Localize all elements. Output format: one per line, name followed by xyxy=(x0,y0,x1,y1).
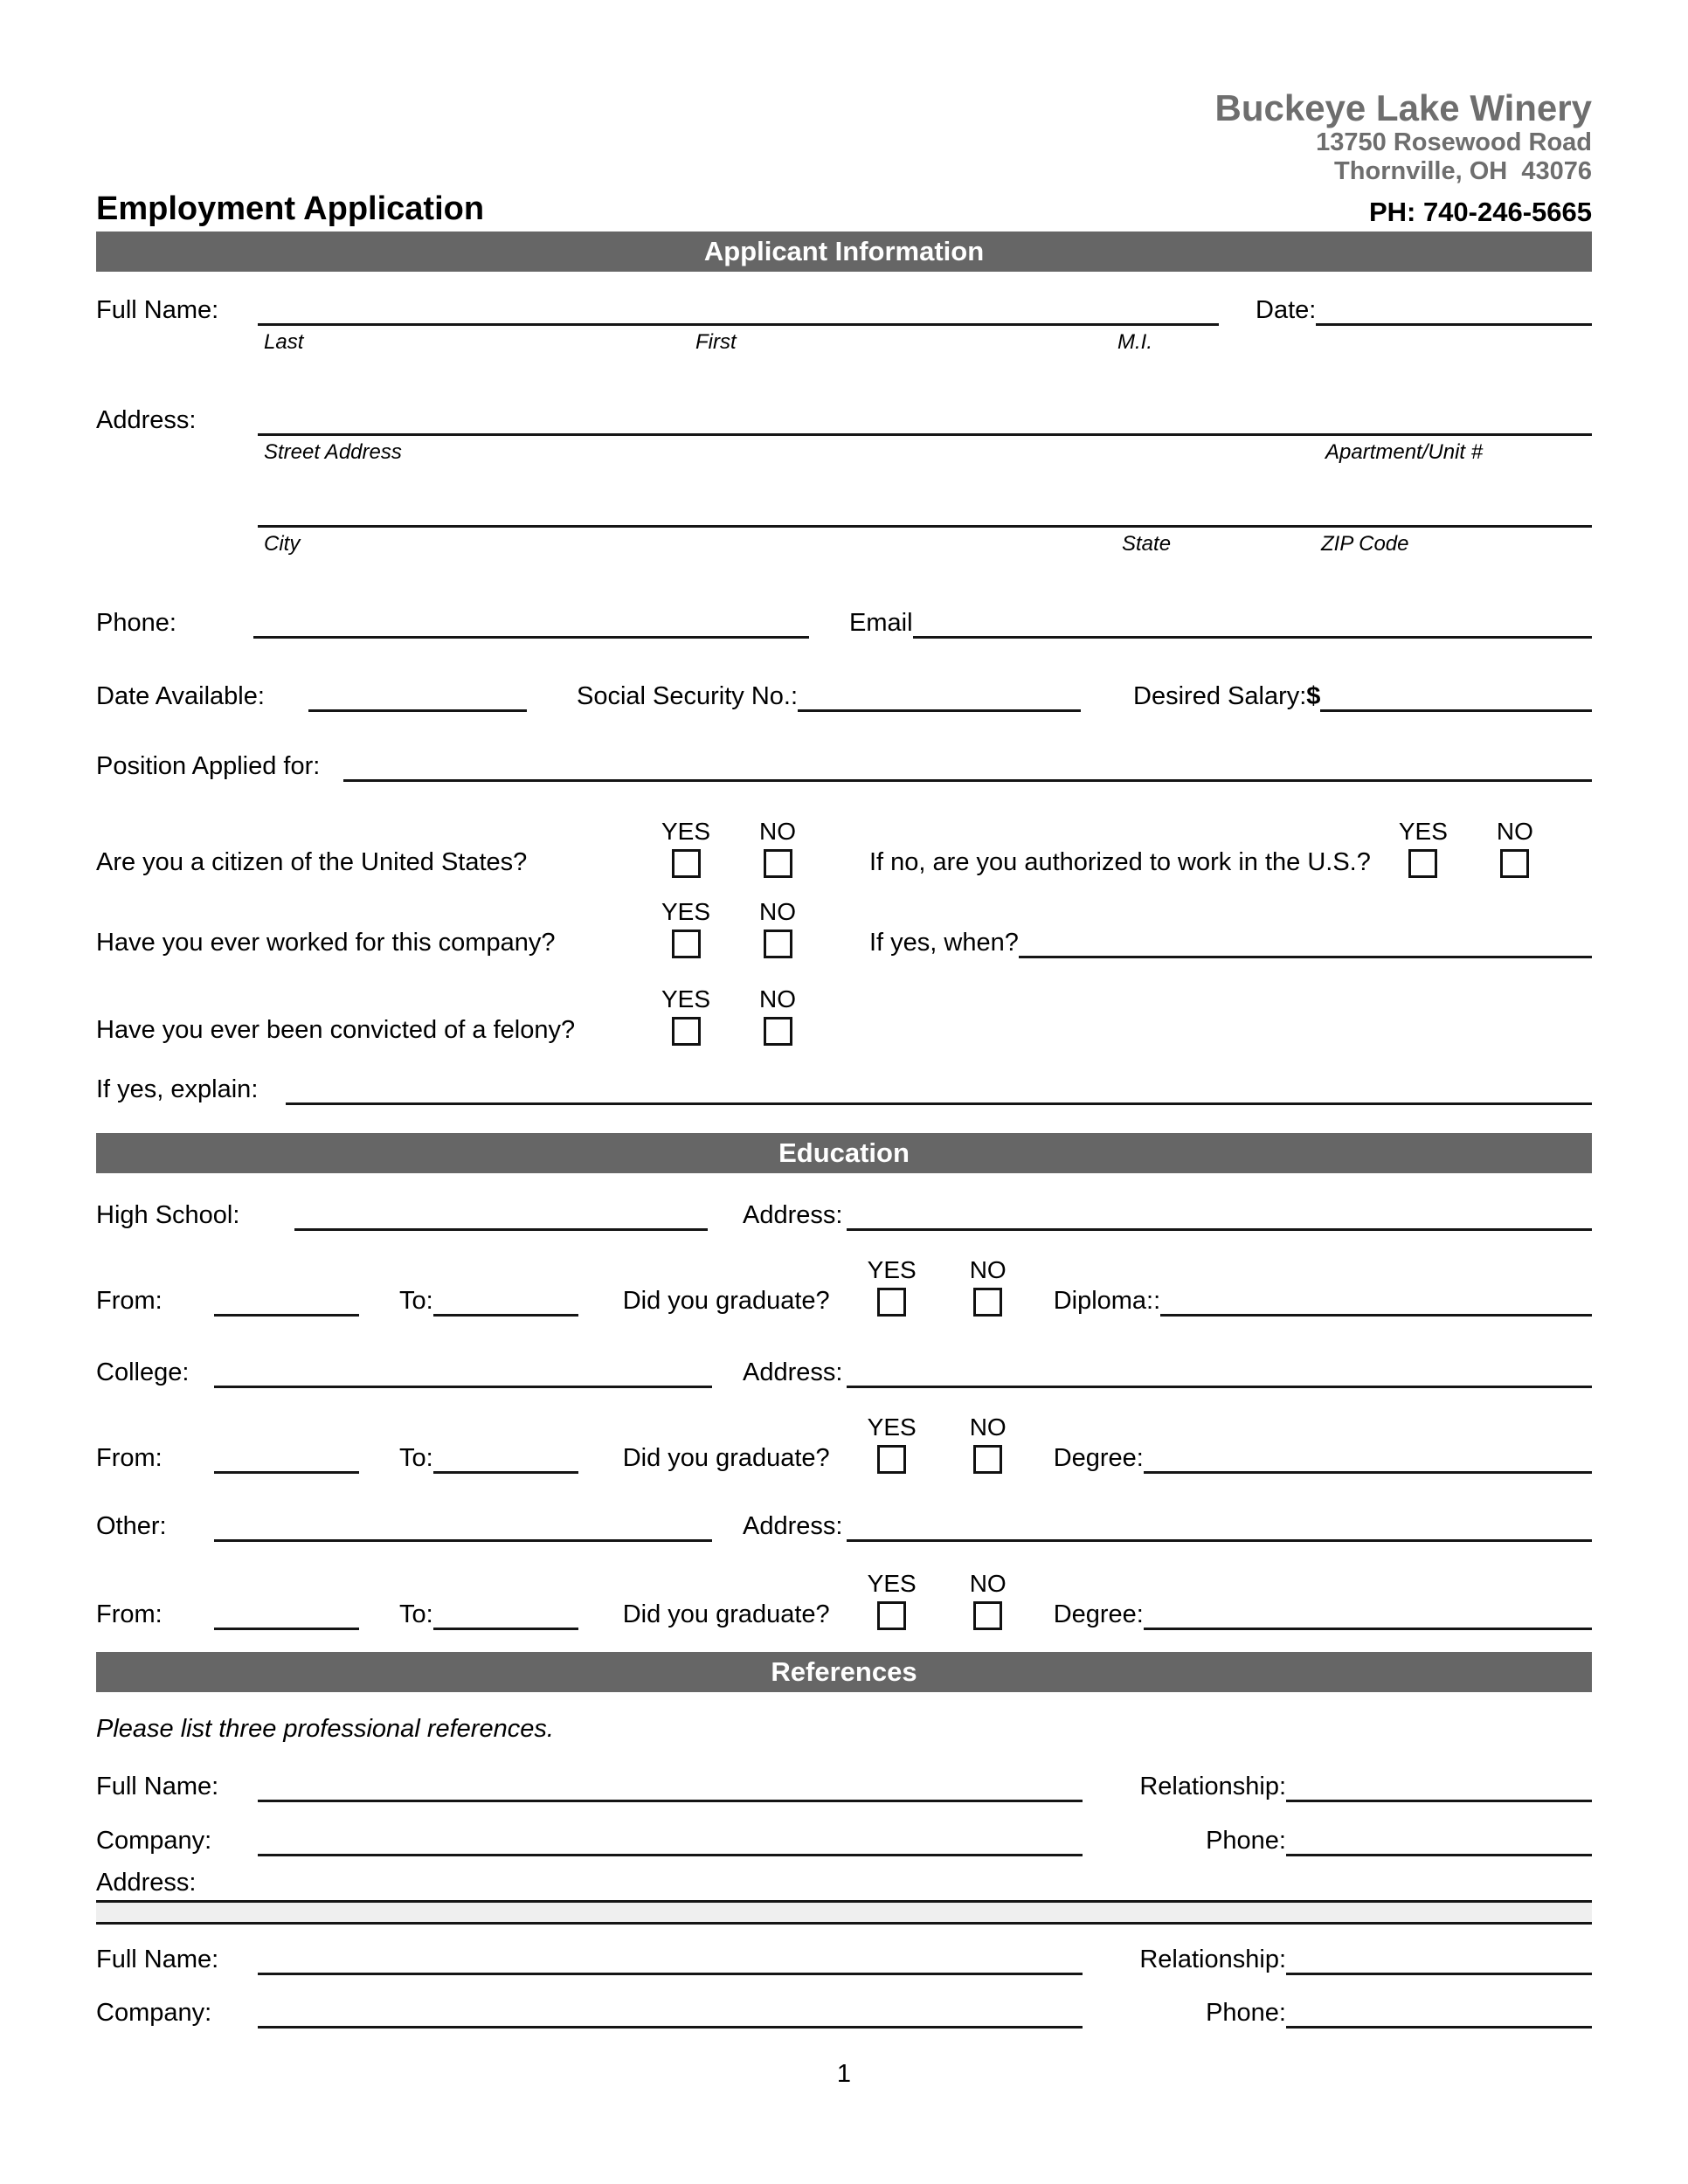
company-city-state-zip: Thornville, OH 43076 xyxy=(1334,156,1592,185)
desired-salary-label: Desired Salary: xyxy=(1133,681,1307,710)
middle-initial-hint: M.I. xyxy=(1117,329,1152,354)
no-label: NO xyxy=(969,1569,1007,1597)
ref1-phone-line[interactable] xyxy=(1286,1842,1592,1856)
ref2-name-row xyxy=(96,1944,1592,1975)
when-label: If yes, when? xyxy=(869,928,1019,957)
yes-label: YES xyxy=(1398,817,1448,845)
yes-label: YES xyxy=(867,1569,917,1597)
yes-label: YES xyxy=(661,817,711,845)
citizen-no-option xyxy=(751,819,804,878)
high-school-line[interactable] xyxy=(294,1216,708,1231)
title-row xyxy=(96,190,1592,228)
other-label: Other: xyxy=(96,1511,167,1540)
hs-from-label: From: xyxy=(96,1286,163,1315)
desired-salary-line[interactable] xyxy=(1320,697,1592,712)
no-label: NO xyxy=(1496,817,1533,845)
other-graduate-yes-checkbox[interactable] xyxy=(877,1601,906,1630)
high-school-label: High School: xyxy=(96,1200,240,1229)
city-hint: City xyxy=(264,531,301,556)
phone-email-row xyxy=(96,607,1592,639)
citizen-no-checkbox[interactable] xyxy=(764,849,792,878)
hs-to-line[interactable] xyxy=(433,1302,578,1317)
ref1-full-name-label: Full Name: xyxy=(96,1772,219,1800)
references-note: Please list three professional references. xyxy=(96,1714,554,1743)
felony-no-checkbox[interactable] xyxy=(764,1017,792,1046)
no-label: NO xyxy=(969,1413,1007,1441)
no-label: NO xyxy=(759,897,796,925)
other-to-label: To: xyxy=(399,1600,433,1628)
ref2-phone-line[interactable] xyxy=(1286,2014,1592,2028)
college-graduate-no-option xyxy=(962,1415,1014,1474)
position-applied-line[interactable] xyxy=(343,767,1592,782)
college-row xyxy=(96,1357,1592,1388)
other-graduate-no-checkbox[interactable] xyxy=(973,1601,1002,1630)
hs-to-label: To: xyxy=(399,1286,433,1315)
other-graduate-label: Did you graduate? xyxy=(622,1600,830,1628)
state-hint: State xyxy=(1122,531,1172,556)
felony-yes-option xyxy=(660,987,712,1046)
hs-graduate-yes-checkbox[interactable] xyxy=(877,1288,906,1317)
references-section-header: References xyxy=(96,1652,1592,1692)
position-applied-label: Position Applied for: xyxy=(96,751,321,780)
hs-graduate-no-option xyxy=(962,1255,1014,1317)
first-name-hint: First xyxy=(695,329,737,354)
felony-question-row xyxy=(96,987,1592,1046)
citizen-yes-option xyxy=(660,819,712,878)
name-hints-row xyxy=(264,329,1592,356)
ref1-full-name-line[interactable] xyxy=(258,1787,1083,1802)
ref1-address-label: Address: xyxy=(96,1868,197,1897)
ref2-phone-label: Phone: xyxy=(1206,1998,1286,2027)
college-dates-row xyxy=(96,1415,1592,1474)
city-state-zip-line[interactable] xyxy=(258,513,1592,528)
city-state-zip-row xyxy=(96,496,1592,528)
phone-label: Phone: xyxy=(96,608,176,637)
ref1-relationship-label: Relationship: xyxy=(1139,1772,1286,1800)
other-graduate-yes-option xyxy=(866,1569,918,1630)
ref2-company-label: Company: xyxy=(96,1998,212,2027)
education-section-header: Education xyxy=(96,1133,1592,1173)
other-graduate-no-option xyxy=(962,1569,1014,1630)
position-row xyxy=(96,750,1592,782)
citizen-yes-checkbox[interactable] xyxy=(672,849,701,878)
other-from-line[interactable] xyxy=(214,1615,359,1630)
felony-yes-checkbox[interactable] xyxy=(672,1017,701,1046)
college-graduate-yes-checkbox[interactable] xyxy=(877,1445,906,1474)
college-line[interactable] xyxy=(214,1373,712,1388)
high-school-row xyxy=(96,1199,1592,1231)
ref1-address-field[interactable] xyxy=(96,1900,1592,1925)
other-address-label: Address: xyxy=(743,1511,843,1540)
college-degree-label: Degree: xyxy=(1053,1443,1144,1472)
other-address-line[interactable] xyxy=(847,1527,1592,1542)
dollar-sign: $ xyxy=(1306,681,1321,710)
yes-label: YES xyxy=(867,1255,917,1283)
hs-address-label: Address: xyxy=(743,1200,843,1229)
date-label: Date: xyxy=(1256,295,1317,324)
no-label: NO xyxy=(969,1255,1007,1283)
ref1-company-label: Company: xyxy=(96,1826,212,1855)
college-address-label: Address: xyxy=(743,1358,843,1386)
ref2-company-row xyxy=(96,1997,1592,2028)
ssn-label: Social Security No.: xyxy=(577,681,799,710)
college-graduate-no-checkbox[interactable] xyxy=(973,1445,1002,1474)
felony-question: Have you ever been convicted of a felony? xyxy=(96,1015,576,1044)
date-available-line[interactable] xyxy=(308,697,527,712)
hs-graduate-no-checkbox[interactable] xyxy=(973,1288,1002,1317)
worked-yes-option xyxy=(660,897,712,958)
yes-label: YES xyxy=(661,897,711,925)
college-graduate-label: Did you graduate? xyxy=(622,1443,830,1472)
authorized-yes-option xyxy=(1397,819,1449,878)
other-to-line[interactable] xyxy=(433,1615,578,1630)
ref1-relationship-line[interactable] xyxy=(1286,1787,1592,1802)
full-name-row xyxy=(96,294,1592,326)
other-school-row xyxy=(96,1510,1592,1542)
full-name-label: Full Name: xyxy=(96,295,219,324)
college-degree-line[interactable] xyxy=(1144,1459,1592,1474)
city-hints-row xyxy=(264,531,1592,557)
ref2-full-name-line[interactable] xyxy=(258,1960,1083,1975)
felony-explain-line[interactable] xyxy=(286,1090,1592,1105)
yes-label: YES xyxy=(661,985,711,1013)
ssn-line[interactable] xyxy=(798,697,1081,712)
authorized-question: If no, are you authorized to work in the U.S.? xyxy=(869,847,1371,876)
date-available-label: Date Available: xyxy=(96,681,265,710)
worked-no-option xyxy=(751,897,804,958)
full-name-line[interactable] xyxy=(258,311,1219,326)
citizen-question-row xyxy=(96,819,1592,878)
authorized-no-checkbox[interactable] xyxy=(1500,849,1529,878)
availability-row xyxy=(96,681,1592,712)
no-label: NO xyxy=(759,985,796,1013)
date-line[interactable] xyxy=(1316,311,1592,326)
ref1-company-row xyxy=(96,1825,1592,1856)
street-hints-row xyxy=(264,439,1592,466)
company-street: 13750 Rosewood Road xyxy=(1316,128,1592,157)
address-row xyxy=(96,404,1592,436)
hs-diploma-label: Diploma:: xyxy=(1053,1286,1161,1315)
worked-yes-checkbox[interactable] xyxy=(672,930,701,958)
felony-no-option xyxy=(751,987,804,1046)
other-degree-line[interactable] xyxy=(1144,1615,1592,1630)
explain-label: If yes, explain: xyxy=(96,1075,259,1103)
yes-label: YES xyxy=(867,1413,917,1441)
college-label: College: xyxy=(96,1358,190,1386)
no-label: NO xyxy=(759,817,796,845)
company-phone: PH: 740-246-5665 xyxy=(1368,196,1592,227)
applicant-information-section-header: Applicant Information xyxy=(96,232,1592,272)
college-to-line[interactable] xyxy=(433,1459,578,1474)
worked-question: Have you ever worked for this company? xyxy=(96,928,556,957)
form-title: Employment Application xyxy=(96,190,485,227)
page-number: 1 xyxy=(836,2059,852,2088)
last-name-hint: Last xyxy=(264,329,304,354)
other-degree-label: Degree: xyxy=(1053,1600,1144,1628)
email-line[interactable] xyxy=(913,624,1592,639)
explain-row xyxy=(96,1074,1592,1105)
ref2-relationship-label: Relationship: xyxy=(1139,1945,1286,1973)
ref1-name-row xyxy=(96,1771,1592,1802)
college-from-line[interactable] xyxy=(214,1459,359,1474)
zip-code-hint: ZIP Code xyxy=(1321,531,1409,556)
college-from-label: From: xyxy=(96,1443,163,1472)
hs-graduate-label: Did you graduate? xyxy=(622,1286,830,1315)
other-line[interactable] xyxy=(214,1527,712,1542)
other-from-label: From: xyxy=(96,1600,163,1628)
phone-line[interactable] xyxy=(253,624,809,639)
hs-from-line[interactable] xyxy=(214,1302,359,1317)
street-address-hint: Street Address xyxy=(264,439,402,464)
hs-dates-row xyxy=(96,1255,1592,1317)
authorized-no-option xyxy=(1489,819,1541,878)
ref1-address-label-row xyxy=(96,1867,1592,1898)
college-to-label: To: xyxy=(399,1443,433,1472)
company-header xyxy=(96,87,1592,185)
hs-address-line[interactable] xyxy=(847,1216,1592,1231)
street-address-line[interactable] xyxy=(258,421,1592,436)
worked-when-line[interactable] xyxy=(1019,943,1592,958)
ref2-company-line[interactable] xyxy=(258,2014,1083,2028)
other-dates-row xyxy=(96,1569,1592,1630)
citizen-question: Are you a citizen of the United States? xyxy=(96,847,528,876)
ref2-relationship-line[interactable] xyxy=(1286,1960,1592,1975)
worked-question-row xyxy=(96,897,1592,958)
ref1-phone-label: Phone: xyxy=(1206,1826,1286,1855)
company-name: Buckeye Lake Winery xyxy=(1214,87,1592,128)
college-graduate-yes-option xyxy=(866,1415,918,1474)
email-label: Email xyxy=(849,608,913,637)
worked-no-checkbox[interactable] xyxy=(764,930,792,958)
hs-diploma-line[interactable] xyxy=(1160,1302,1592,1317)
authorized-yes-checkbox[interactable] xyxy=(1408,849,1437,878)
ref2-full-name-label: Full Name: xyxy=(96,1945,219,1973)
address-label: Address: xyxy=(96,405,197,434)
apartment-unit-hint: Apartment/Unit # xyxy=(1325,439,1484,464)
college-address-line[interactable] xyxy=(847,1373,1592,1388)
hs-graduate-yes-option xyxy=(866,1255,918,1317)
ref1-company-line[interactable] xyxy=(258,1842,1083,1856)
